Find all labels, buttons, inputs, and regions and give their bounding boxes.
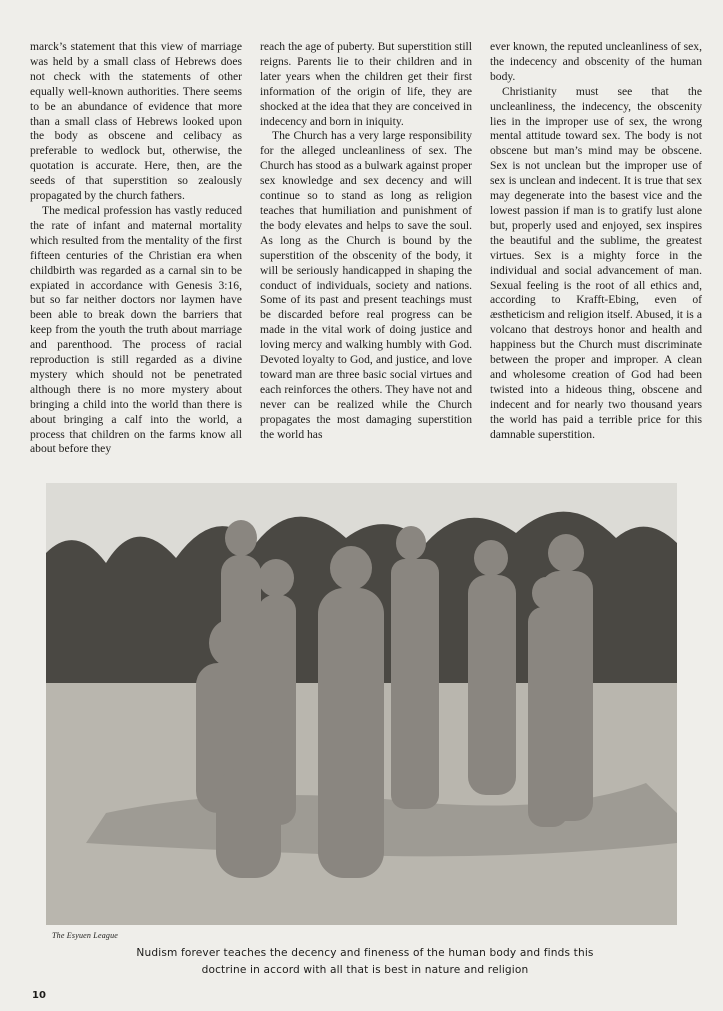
- photo-illustration: [46, 483, 677, 925]
- caption-line-1: Nudism forever teaches the decency and fineness of the human body and finds this: [136, 947, 594, 959]
- column-2: [260, 40, 472, 465]
- photo-caption: [120, 945, 610, 979]
- column-1: [30, 40, 242, 465]
- paragraph: ever known, the reputed uncleanliness of sex, the indecency and obscenity of the human body.: [490, 40, 702, 83]
- page-number: 10: [32, 990, 46, 1001]
- photo-credit: The Esyuen League: [52, 931, 119, 940]
- paragraph: marck’s statement that this view of marriage was held by a small class of Hebrews does not check with the statements of other equally well-known authorities. There seems to be an abundance of evidence that more than a small class of Hebrews looked upon the body as obscene and celibacy as preferable to wedlock but, otherwise, the quotation is accurate. Here, then, are the seeds of that superstition so zealously propagated by the church fathers.: [30, 40, 242, 203]
- paragraph: The Church has a very large responsibility for the alleged uncleanliness of sex. The Church has stood as a bulwark against proper sex knowledge and sex decency and will continue so to stand as long as religion teaches that humiliation and punishment of the body elevates and helps to save the soul. As long as the Church is bound by the superstition of the obscenity of the body, it will be seriously handicapped in shaping the conduct of individuals, society and nations. Some of its past and present teachings must be discarded before real progress can be made in the vital work of doing justice and loving mercy and walking humbly with God. Devoted loyalty to God, and justice, and love toward man are three basic social virtues and each reinforces the others. They have not and never can be realized while the Church propagates the most damaging superstition the world has: [260, 129, 472, 441]
- article-columns: [30, 40, 702, 465]
- paragraph: The medical profession has vastly reduced the rate of infant and maternal mortality which resulted from the mentality of the first fifteen centuries of the Christian era when childbirth was regarded as a carnal sin to be expiated in accordance with Genesis 3:16, but so far neither doctors nor laymen have been able to break down the barriers that keep from the youth the truth about marriage and parenthood. The process of racial reproduction is still regarded as a divine mystery which should not be penetrated although there is no more mystery about bringing a child into the world than there is about bringing a calf into the world, a process that children on the farms know all about before they: [30, 203, 242, 456]
- group-photo: [46, 483, 677, 925]
- caption-line-2: doctrine in accord with all that is best in nature and religion: [201, 964, 529, 976]
- column-3: [490, 40, 702, 465]
- paragraph: reach the age of puberty. But superstition still reigns. Parents lie to their children and in later years when the children get their first information of the origin of life, they are shocked at the idea that they are conceived in indecency and born in iniquity.: [260, 40, 472, 128]
- paragraph: Christianity must see that the uncleanliness, the indecency, the obscenity lies in the improper use of sex, the wrong mental attitude toward sex. The body is not obscene but man’s mind may be obscene. Sex is not unclean but the improper use of sex is unclean and indecent. It is true that sex may degenerate into the basest vice and the lowest passion if man is to gratify lust alone but, properly used and enjoyed, sex inspires the beautiful and the sublime, the greatest virtues. Sex is a mighty force in the individual and social advancement of man. Sexual feeling is the root of all ethics and, according to Krafft-Ebing, even of æstheticism and religion itself. Abused, it is a volcano that destroys honor and health and happiness but the Church must discriminate between the proper and improper. A clean and wholesome creation of God had been twisted into a hideous thing, obscene and indecent and for nearly two thousand years the world has paid a terrible price for this damnable superstition.: [490, 84, 702, 441]
